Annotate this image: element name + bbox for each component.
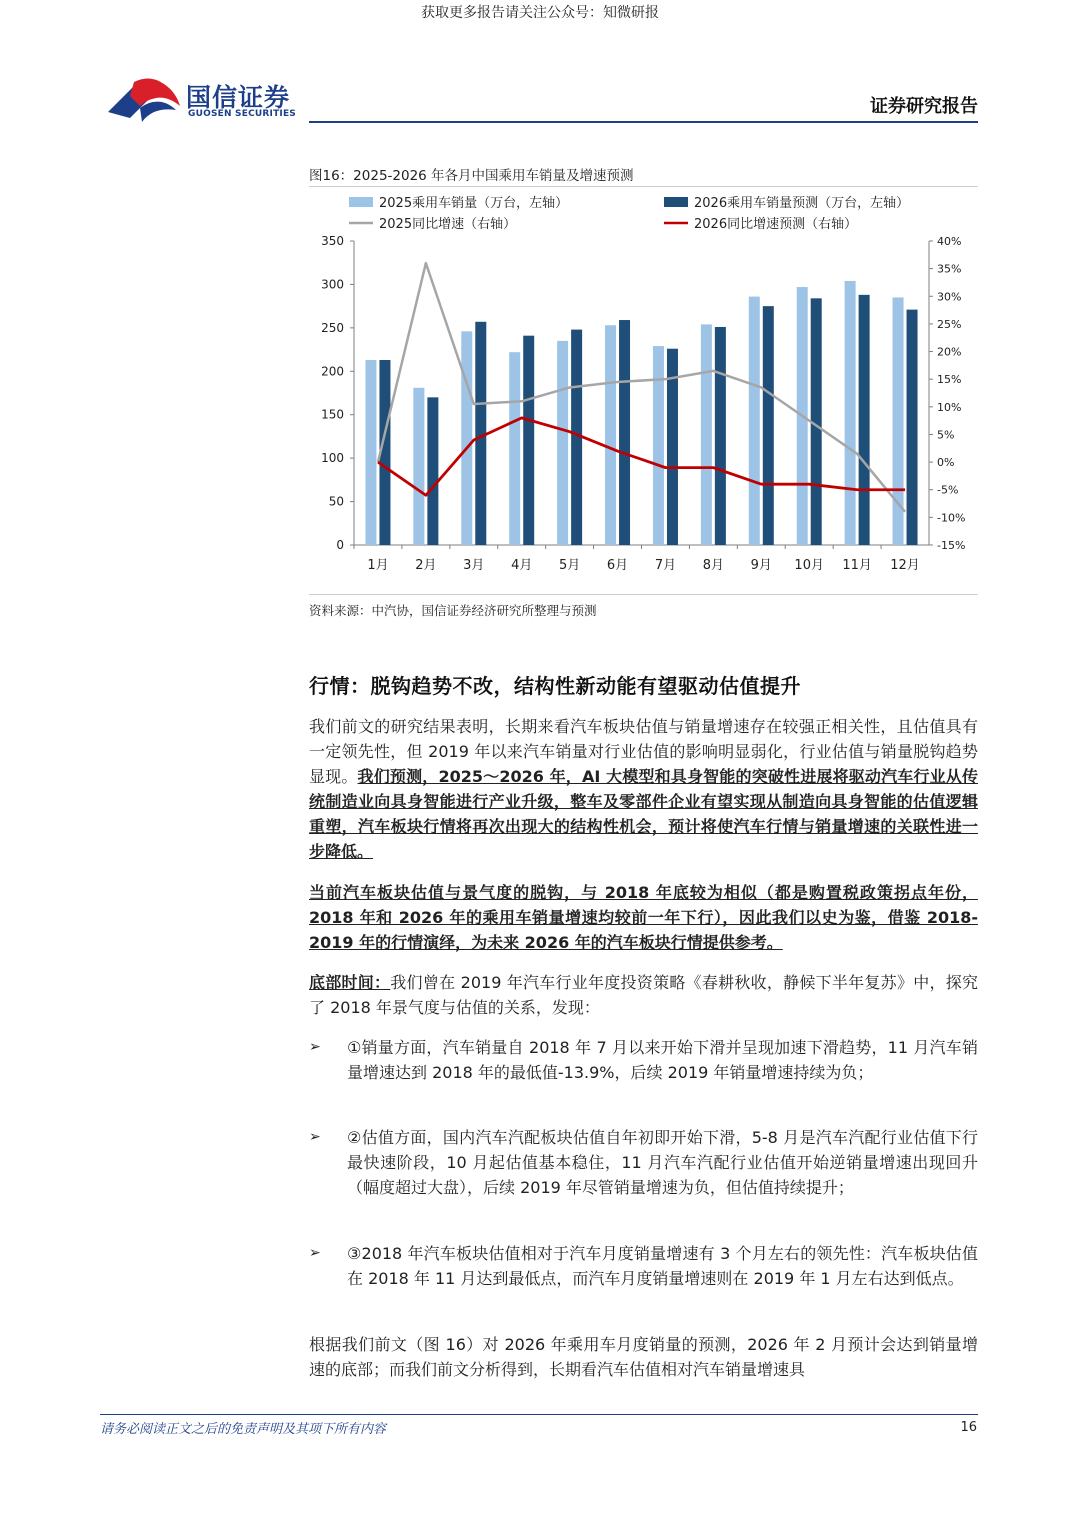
right-tick-label: 40% xyxy=(937,235,962,248)
company-logo xyxy=(106,76,306,126)
bar-2026 xyxy=(763,306,774,545)
bar-2026 xyxy=(715,327,726,545)
right-tick-label: 25% xyxy=(937,317,962,331)
bullet-arrow-icon: ➢ xyxy=(309,1039,321,1055)
sales-chart xyxy=(309,190,978,590)
paragraph-1-text: 我们前文的研究结果表明，长期来看汽车板块估值与销量增速存在较强正相关性，且估值具有一定领先性，但 2019 年以来汽车销量对行业估值的影响明显弱化，行业估值与销量脱钩趋势显现。 xyxy=(309,717,978,786)
right-tick-label: 5% xyxy=(937,428,955,442)
bar-2025 xyxy=(461,331,472,545)
legend-swatch xyxy=(664,197,688,207)
right-tick-label: 15% xyxy=(937,373,962,387)
paragraph-1 xyxy=(309,714,978,864)
x-tick-label: 3月 xyxy=(463,558,485,573)
left-tick-label: 50 xyxy=(328,494,344,509)
right-tick-label: -10% xyxy=(937,511,966,525)
section-heading: 行情：脱钩趋势不改，结构性新动能有望驱动估值提升 xyxy=(309,674,801,698)
left-tick-label: 150 xyxy=(321,407,344,422)
top-note: 获取更多报告请关注公众号：知微研报 xyxy=(421,5,659,21)
paragraph-1-highlight: 我们预测，2025～2026 年，AI 大模型和具身智能的突破性进展将驱动汽车行业从传统制造业向具身智能进行产业升级，整车及零部件企业有望实现从制造向具身智能的估值逻辑重塑，汽车板块行情将再次出现大的结构性机会，预计将使汽车行情与销量增速的关联性进一步降低。 xyxy=(309,767,978,861)
x-tick-label: 4月 xyxy=(511,558,533,573)
bullet-arrow-icon: ➢ xyxy=(309,1245,321,1261)
legend-swatch xyxy=(349,197,373,207)
footer-disclaimer: 请务必阅读正文之后的免责声明及其项下所有内容 xyxy=(100,1422,387,1437)
guosen-logo-icon xyxy=(106,76,186,126)
page-number: 16 xyxy=(960,1420,977,1435)
bullet-item xyxy=(309,1035,978,1085)
figure-source: 资料来源：中汽协，国信证券经济研究所整理与预测 xyxy=(309,603,597,618)
bar-2026 xyxy=(907,310,918,545)
legend-label: 2026同比增速预测（右轴） xyxy=(694,217,858,232)
right-tick-label: -15% xyxy=(937,539,966,552)
legend-label: 2025乘用车销量（万台，左轴） xyxy=(379,196,569,211)
legend-label: 2025同比增速（右轴） xyxy=(379,217,517,232)
right-tick-label: 20% xyxy=(937,345,962,359)
bar-2025 xyxy=(749,297,760,545)
x-tick-label: 6月 xyxy=(606,558,629,573)
x-tick-label: 10月 xyxy=(794,558,824,573)
x-tick-label: 1月 xyxy=(367,558,389,573)
right-tick-label: 10% xyxy=(937,400,962,414)
right-tick-label: 30% xyxy=(937,290,962,304)
chart-bars xyxy=(365,281,917,545)
bar-2026 xyxy=(523,336,534,545)
x-tick-label: 7月 xyxy=(654,558,677,573)
legend-label: 2026乘用车销量预测（万台，左轴） xyxy=(694,196,910,211)
paragraph-2-text: 当前汽车板块估值与景气度的脱钩，与 2018 年底较为相似（都是购置税政策拐点年份，2018 年和 2026 年的乘用车销量增速均较前一年下行），因此我们以史为鉴，借鉴 2018-2019 年的行情演绎，为未来 2026 年的汽车板块行情提供参考。 xyxy=(309,883,978,952)
footer-rule xyxy=(100,1414,978,1415)
left-tick-label: 200 xyxy=(321,364,344,379)
paragraph-3-label: 底部时间： xyxy=(309,973,391,992)
bar-2026 xyxy=(859,295,870,545)
bullet-text: ②估值方面，国内汽车汽配板块估值自年初即开始下滑，5-8 月是汽车汽配行业估值下行最快速阶段，10 月起估值基本稳住，11 月汽车汽配行业估值开始逆销量增速出现回升（幅度超过大盘），后续 2019 年尽管销量增速为负，但估值持续提升； xyxy=(347,1128,978,1197)
x-tick-label: 11月 xyxy=(842,558,872,573)
bullet-item xyxy=(309,1241,978,1291)
paragraph-4 xyxy=(309,1332,978,1382)
bar-2025 xyxy=(413,388,424,545)
bar-2025 xyxy=(653,346,664,545)
header-rule xyxy=(309,121,978,123)
paragraph-3 xyxy=(309,970,978,1020)
bar-2026 xyxy=(427,397,438,545)
bar-2025 xyxy=(845,281,856,545)
chart-lines xyxy=(378,263,905,512)
line-2025-growth xyxy=(378,263,905,512)
chart-legend xyxy=(349,195,909,232)
figure-bottom-rule xyxy=(309,594,978,595)
x-tick-label: 9月 xyxy=(750,558,772,573)
bullet-text: ③2018 年汽车板块估值相对于汽车月度销量增速有 3 个月左右的领先性：汽车板块估值在 2018 年 11 月达到最低点，而汽车月度销量增速则在 2019 年 1 月左右达到低点。 xyxy=(347,1244,978,1288)
x-tick-label: 8月 xyxy=(702,558,725,573)
left-tick-label: 0 xyxy=(336,538,344,552)
bullet-item xyxy=(309,1125,978,1200)
left-tick-label: 300 xyxy=(321,277,344,292)
x-tick-label: 12月 xyxy=(890,558,920,573)
paragraph-3-text: 我们曾在 2019 年汽车行业年度投资策略《春耕秋收，静候下半年复苏》中，探究了 2018 年景气度与估值的关系，发现： xyxy=(309,973,978,1017)
left-tick-label: 100 xyxy=(321,451,344,466)
bullet-text: ①销量方面，汽车销量自 2018 年 7 月以来开始下滑并呈现加速下滑趋势，11 月汽车销量增速达到 2018 年的最低值-13.9%，后续 2019 年销量增速持续为负； xyxy=(347,1038,978,1082)
bar-2025 xyxy=(557,341,568,545)
figure-top-rule xyxy=(309,186,978,187)
x-tick-label: 2月 xyxy=(415,558,437,573)
line-2026-growth xyxy=(378,418,905,495)
right-tick-label: 35% xyxy=(937,262,962,276)
report-type: 证券研究报告 xyxy=(870,96,978,117)
left-tick-label: 250 xyxy=(321,320,344,335)
logo-text-en: GUOSEN SECURITIES xyxy=(188,109,296,119)
logo-text-cn: 国信证券 xyxy=(186,83,291,112)
bar-2026 xyxy=(619,320,630,545)
bar-2025 xyxy=(509,352,520,545)
bar-2025 xyxy=(701,324,712,545)
figure-title: 图16：2025-2026 年各月中国乘用车销量及增速预测 xyxy=(309,168,634,184)
paragraph-4-text: 根据我们前文（图 16）对 2026 年乘用车月度销量的预测，2026 年 2 月预计会达到销量增速的底部；而我们前文分析得到，长期看汽车估值相对汽车销量增速具 xyxy=(309,1335,978,1379)
bar-2025 xyxy=(365,360,376,545)
bar-2025 xyxy=(605,325,616,545)
bar-2026 xyxy=(475,322,486,545)
left-tick-label: 350 xyxy=(321,234,344,248)
right-tick-label: -5% xyxy=(937,483,959,497)
right-tick-label: 0% xyxy=(937,456,955,470)
chart-x-labels xyxy=(354,545,920,573)
paragraph-2 xyxy=(309,880,978,955)
bullet-arrow-icon: ➢ xyxy=(309,1129,321,1145)
x-tick-label: 5月 xyxy=(558,558,581,573)
